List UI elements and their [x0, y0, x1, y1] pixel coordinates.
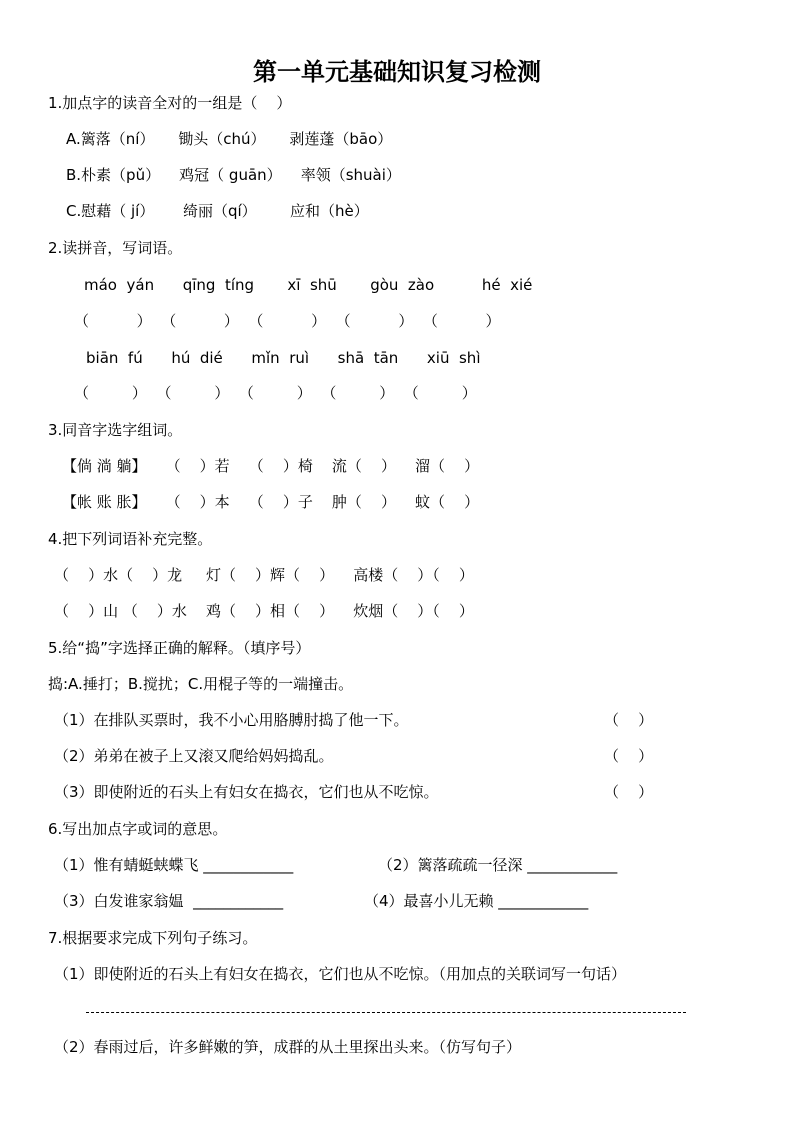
q2-pinyin-row-2: biān fú hú dié mǐn ruì shā tān xiū shì: [86, 349, 481, 367]
q7-answer-line-1[interactable]: [86, 1012, 686, 1013]
q5-sentence-3: （3）即使附近的石头上有妇女在捣衣，它们也从不吃惊。: [54, 783, 439, 801]
q5-sentence-1: （1）在排队买票时，我不小心用胳膊肘捣了他一下。: [54, 711, 409, 729]
q3-stem: 3.同音字选字组词。: [48, 421, 183, 439]
q5-stem: 5.给“捣”字选择正确的解释。（填序号）: [48, 639, 311, 657]
q4-row-1[interactable]: （ ）水（ ）龙 灯（ ）辉（ ） 高楼（ ）（ ）: [54, 566, 474, 584]
q3-row-1[interactable]: 【倘 淌 躺】 （ ）若 （ ）椅 流（ ） 溜（ ）: [62, 457, 480, 475]
q1-option-a: A.篱落（ní） 锄头（chú） 剥莲蓬（bāo）: [66, 130, 393, 148]
q6-item-1[interactable]: （1）惟有蜻蜓蛱蝶飞 ____________: [54, 856, 294, 874]
q2-pinyin-row-1: máo yán qīng tíng xī shū gòu zào hé xié: [84, 276, 533, 294]
q7-sentence-1: （1）即使附近的石头上有妇女在捣衣，它们也从不吃惊。（用加点的关联词写一句话）: [54, 965, 627, 983]
q1-option-b: B.朴素（pǔ） 鸡冠（ guān） 率领（shuài）: [66, 166, 401, 184]
q5-answer-1[interactable]: （ ）: [604, 711, 654, 729]
q5-definitions: 捣:A.捶打；B.搅扰；C.用棍子等的一端撞击。: [48, 675, 354, 693]
q4-stem: 4.把下列词语补充完整。: [48, 530, 213, 548]
q7-stem: 7.根据要求完成下列句子练习。: [48, 929, 258, 947]
q4-row-2[interactable]: （ ）山 （ ）水 鸡（ ）相（ ） 炊烟（ ）（ ）: [54, 602, 474, 620]
q2-stem: 2.读拼音，写词语。: [48, 239, 183, 257]
q2-blank-row-1[interactable]: （ ） （ ） （ ） （ ） （ ）: [74, 312, 501, 330]
q5-sentence-2: （2）弟弟在被子上又滚又爬给妈妈捣乱。: [54, 747, 334, 765]
q6-item-4[interactable]: （4）最喜小儿无赖 ____________: [364, 892, 589, 910]
q5-answer-2[interactable]: （ ）: [604, 747, 654, 765]
q6-stem: 6.写出加点字或词的意思。: [48, 820, 228, 838]
q7-sentence-2: （2）春雨过后，许多鲜嫩的笋，成群的从土里探出头来。（仿写句子）: [54, 1038, 522, 1056]
q5-answer-3[interactable]: （ ）: [604, 783, 654, 801]
q1-stem: 1.加点字的读音全对的一组是（ ）: [48, 94, 292, 112]
q6-item-2[interactable]: （2）篱落疏疏一径深 ____________: [378, 856, 618, 874]
q3-row-2[interactable]: 【帐 账 胀】 （ ）本 （ ）子 肿（ ） 蚊（ ）: [62, 493, 480, 511]
page-title: 第一单元基础知识复习检测: [253, 57, 541, 86]
q1-option-c: C.慰藉（ jí） 绮丽（qí） 应和（hè）: [66, 202, 369, 220]
q6-item-3[interactable]: （3）白发谁家翁媪 ____________: [54, 892, 284, 910]
q2-blank-row-2[interactable]: （ ） （ ） （ ） （ ） （ ）: [74, 384, 477, 402]
